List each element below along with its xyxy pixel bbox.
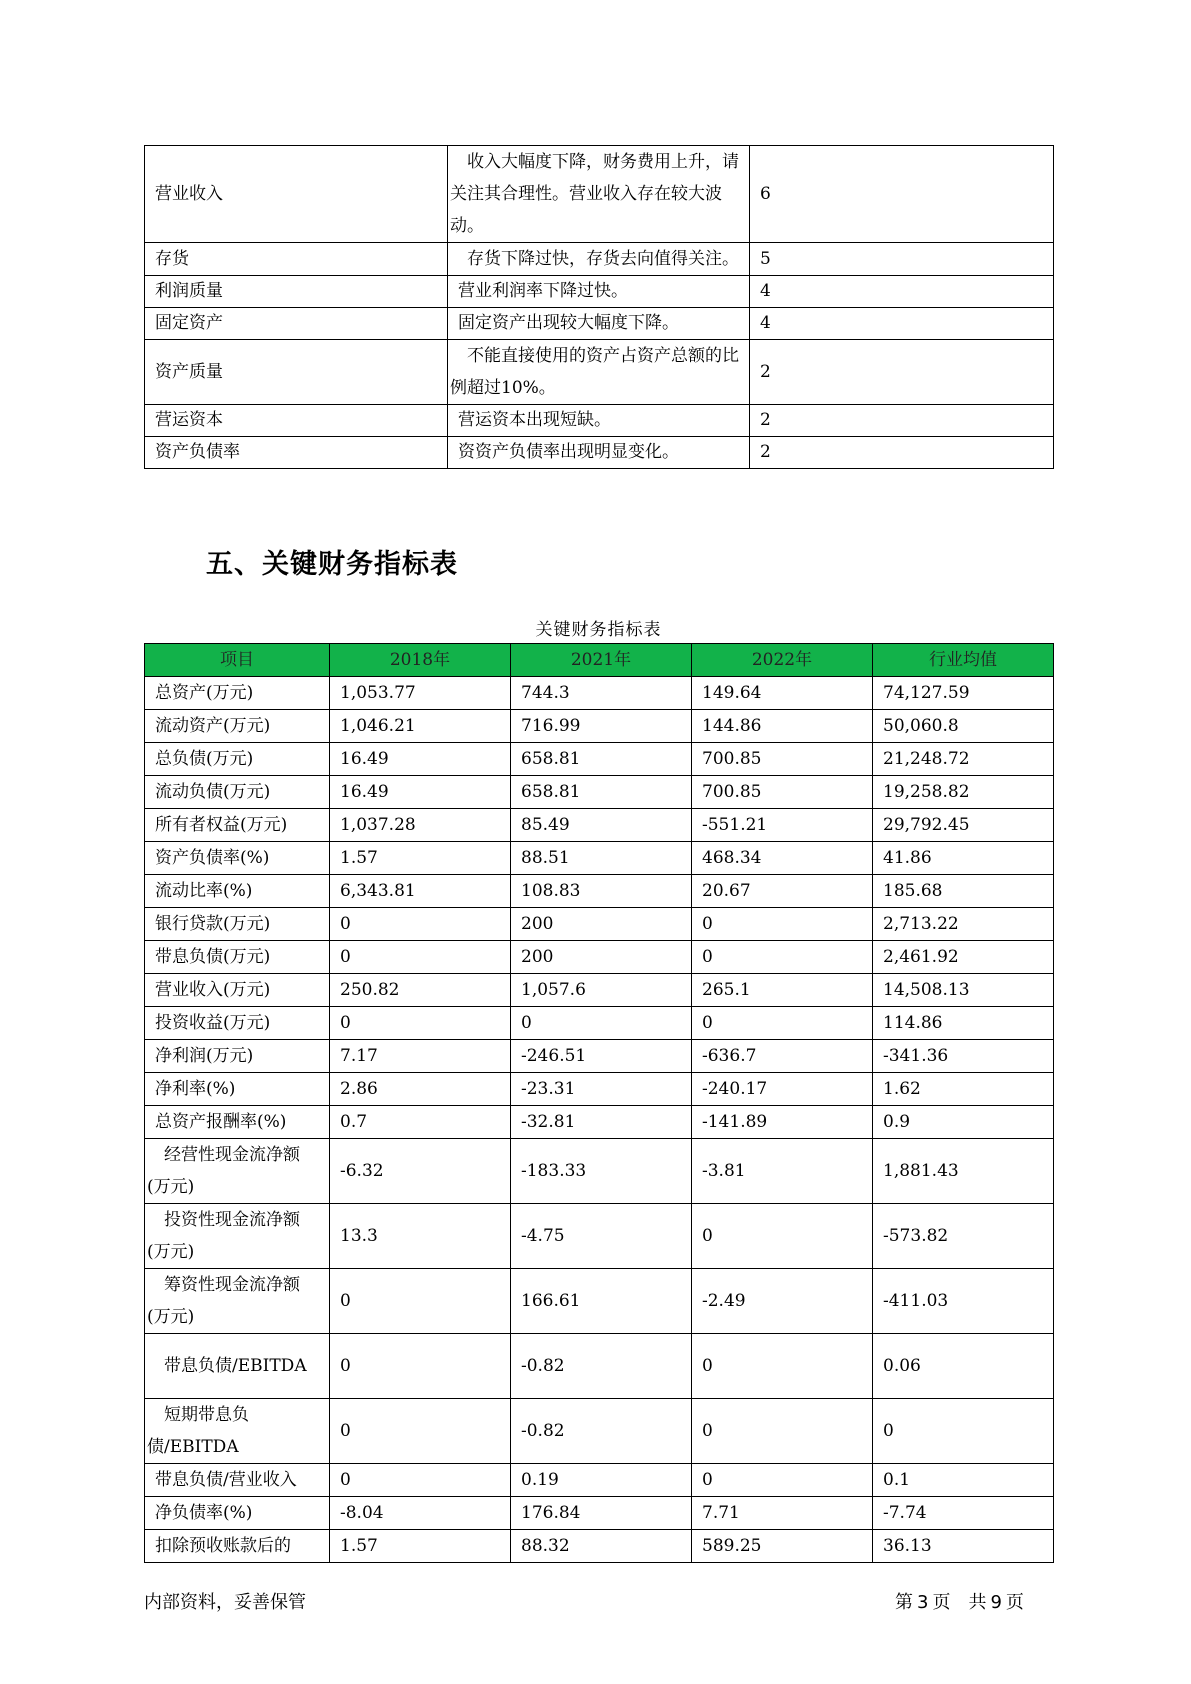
risk-item-cell: 营运资本 [145, 405, 448, 437]
risk-table-body [145, 146, 1054, 469]
cell-2021: 0 [511, 1007, 692, 1040]
cell-2022: 0 [692, 1399, 873, 1464]
cell-2018: 16.49 [330, 743, 511, 776]
table-row [145, 1204, 1054, 1269]
table-row [145, 1106, 1054, 1139]
cell-industry-avg: 21,248.72 [873, 743, 1054, 776]
cell-2021: 88.51 [511, 842, 692, 875]
cell-2022: -240.17 [692, 1073, 873, 1106]
cell-industry-avg: 1.62 [873, 1073, 1054, 1106]
cell-2022: 149.64 [692, 677, 873, 710]
cell-item: 流动资产(万元) [145, 710, 330, 743]
cell-2021: -23.31 [511, 1073, 692, 1106]
header-cell-item: 项目 [145, 644, 330, 677]
cell-industry-avg: 74,127.59 [873, 677, 1054, 710]
risk-item-cell: 固定资产 [145, 308, 448, 340]
risk-row [145, 243, 1054, 276]
cell-2021: 166.61 [511, 1269, 692, 1334]
cell-2018: 2.86 [330, 1073, 511, 1106]
cell-industry-avg: 0.06 [873, 1334, 1054, 1399]
cell-2021: 200 [511, 908, 692, 941]
risk-row [145, 340, 1054, 405]
table-row [145, 1334, 1054, 1399]
page-suffix: 页 [1005, 1592, 1024, 1613]
table-row [145, 710, 1054, 743]
cell-2018: 1,037.28 [330, 809, 511, 842]
header-cell-2021: 2021年 [511, 644, 692, 677]
cell-2022: 0 [692, 908, 873, 941]
table-row [145, 809, 1054, 842]
cell-2022: 700.85 [692, 776, 873, 809]
cell-2021: -0.82 [511, 1399, 692, 1464]
cell-industry-avg: 0.9 [873, 1106, 1054, 1139]
cell-industry-avg: 114.86 [873, 1007, 1054, 1040]
cell-2021: 1,057.6 [511, 974, 692, 1007]
cell-industry-avg: 2,461.92 [873, 941, 1054, 974]
risk-score-cell: 2 [750, 437, 1054, 469]
cell-2021: 200 [511, 941, 692, 974]
risk-description-cell: 不能直接使用的资产占资产总额的比例超过10%。 [448, 340, 750, 405]
cell-2021: 85.49 [511, 809, 692, 842]
cell-item: 筹资性现金流净额(万元) [145, 1269, 330, 1334]
cell-2022: 700.85 [692, 743, 873, 776]
risk-row [145, 146, 1054, 243]
risk-item-cell: 利润质量 [145, 276, 448, 308]
risk-item-cell: 存货 [145, 243, 448, 276]
cell-item: 投资收益(万元) [145, 1007, 330, 1040]
footer-confidential-note: 内部资料，妥善保管 [144, 1592, 306, 1613]
risk-row [145, 405, 1054, 437]
cell-industry-avg: 19,258.82 [873, 776, 1054, 809]
risk-description-cell: 营业利润率下降过快。 [448, 276, 750, 308]
table-row [145, 842, 1054, 875]
cell-item: 总资产报酬率(%) [145, 1106, 330, 1139]
cell-2022: -2.49 [692, 1269, 873, 1334]
cell-2022: 7.71 [692, 1497, 873, 1530]
cell-industry-avg: 50,060.8 [873, 710, 1054, 743]
cell-item: 净负债率(%) [145, 1497, 330, 1530]
cell-2022: 0 [692, 941, 873, 974]
cell-2021: -32.81 [511, 1106, 692, 1139]
cell-2018: 0 [330, 1269, 511, 1334]
cell-2018: 1,053.77 [330, 677, 511, 710]
cell-2018: 1.57 [330, 842, 511, 875]
cell-industry-avg: 0.1 [873, 1464, 1054, 1497]
cell-2018: 1.57 [330, 1530, 511, 1563]
table-row [145, 1464, 1054, 1497]
cell-2022: -636.7 [692, 1040, 873, 1073]
cell-industry-avg: 14,508.13 [873, 974, 1054, 1007]
cell-2022: 0 [692, 1204, 873, 1269]
cell-2018: 250.82 [330, 974, 511, 1007]
table-row [145, 1399, 1054, 1464]
header-row [145, 644, 1054, 677]
cell-item: 流动比率(%) [145, 875, 330, 908]
cell-industry-avg: 185.68 [873, 875, 1054, 908]
financial-table-body [145, 677, 1054, 1563]
cell-2018: 0 [330, 1464, 511, 1497]
cell-item: 流动负债(万元) [145, 776, 330, 809]
cell-item: 总资产(万元) [145, 677, 330, 710]
cell-2021: -183.33 [511, 1139, 692, 1204]
cell-industry-avg: 0 [873, 1399, 1054, 1464]
cell-industry-avg: -7.74 [873, 1497, 1054, 1530]
risk-description-cell: 资资产负债率出现明显变化。 [448, 437, 750, 469]
cell-industry-avg: -573.82 [873, 1204, 1054, 1269]
cell-2018: 13.3 [330, 1204, 511, 1269]
risk-item-cell: 资产质量 [145, 340, 448, 405]
risk-description-cell: 存货下降过快，存货去向值得关注。 [448, 243, 750, 276]
cell-industry-avg: -341.36 [873, 1040, 1054, 1073]
table-row [145, 677, 1054, 710]
cell-industry-avg: 2,713.22 [873, 908, 1054, 941]
table-row [145, 776, 1054, 809]
cell-item: 净利润(万元) [145, 1040, 330, 1073]
header-cell-2022: 2022年 [692, 644, 873, 677]
risk-score-cell: 4 [750, 308, 1054, 340]
table-row [145, 875, 1054, 908]
cell-2021: 88.32 [511, 1530, 692, 1563]
risk-description-cell: 固定资产出现较大幅度下降。 [448, 308, 750, 340]
cell-item: 净利率(%) [145, 1073, 330, 1106]
header-cell-2018: 2018年 [330, 644, 511, 677]
cell-2018: 0.7 [330, 1106, 511, 1139]
table-row [145, 1497, 1054, 1530]
cell-2022: 0 [692, 1007, 873, 1040]
cell-item: 所有者权益(万元) [145, 809, 330, 842]
cell-item: 短期带息负债/EBITDA [145, 1399, 330, 1464]
risk-description-cell: 营运资本出现短缺。 [448, 405, 750, 437]
risk-score-cell: 5 [750, 243, 1054, 276]
cell-item: 投资性现金流净额(万元) [145, 1204, 330, 1269]
cell-industry-avg: 41.86 [873, 842, 1054, 875]
cell-2018: -8.04 [330, 1497, 511, 1530]
risk-table [144, 145, 1054, 469]
table-row [145, 1040, 1054, 1073]
cell-item: 总负债(万元) [145, 743, 330, 776]
cell-industry-avg: 36.13 [873, 1530, 1054, 1563]
financial-indicators-table [144, 643, 1054, 1563]
risk-description-cell: 收入大幅度下降，财务费用上升，请关注其合理性。营业收入存在较大波动。 [448, 146, 750, 243]
cell-2022: 0 [692, 1334, 873, 1399]
cell-2022: 589.25 [692, 1530, 873, 1563]
cell-2021: -0.82 [511, 1334, 692, 1399]
cell-2018: 0 [330, 1334, 511, 1399]
cell-2021: 658.81 [511, 743, 692, 776]
section-heading: 五、关键财务指标表 [206, 549, 458, 580]
cell-item: 带息负债/EBITDA [145, 1334, 330, 1399]
risk-row [145, 308, 1054, 340]
risk-row [145, 276, 1054, 308]
table-caption: 关键财务指标表 [535, 620, 662, 640]
cell-2022: 265.1 [692, 974, 873, 1007]
cell-item: 银行贷款(万元) [145, 908, 330, 941]
cell-2018: 0 [330, 941, 511, 974]
cell-item: 带息负债/营业收入 [145, 1464, 330, 1497]
cell-2021: 716.99 [511, 710, 692, 743]
cell-item: 扣除预收账款后的 [145, 1530, 330, 1563]
cell-2021: 744.3 [511, 677, 692, 710]
cell-2021: 658.81 [511, 776, 692, 809]
page-mid: 页 共 [932, 1592, 987, 1613]
table-row [145, 1073, 1054, 1106]
page-total: 9 [990, 1592, 1002, 1613]
cell-2018: 16.49 [330, 776, 511, 809]
risk-item-cell: 营业收入 [145, 146, 448, 243]
cell-industry-avg: 1,881.43 [873, 1139, 1054, 1204]
cell-industry-avg: 29,792.45 [873, 809, 1054, 842]
cell-2018: 7.17 [330, 1040, 511, 1073]
cell-2022: -3.81 [692, 1139, 873, 1204]
table-row [145, 1530, 1054, 1563]
cell-2022: -551.21 [692, 809, 873, 842]
cell-2022: 20.67 [692, 875, 873, 908]
risk-score-cell: 2 [750, 405, 1054, 437]
cell-2022: 0 [692, 1464, 873, 1497]
cell-2021: 0.19 [511, 1464, 692, 1497]
cell-2022: 144.86 [692, 710, 873, 743]
risk-item-cell: 资产负债率 [145, 437, 448, 469]
cell-2022: 468.34 [692, 842, 873, 875]
risk-score-cell: 4 [750, 276, 1054, 308]
risk-score-cell: 6 [750, 146, 1054, 243]
cell-2022: -141.89 [692, 1106, 873, 1139]
cell-2018: 0 [330, 1007, 511, 1040]
cell-item: 带息负债(万元) [145, 941, 330, 974]
page-prefix: 第 [895, 1592, 913, 1613]
cell-2021: 176.84 [511, 1497, 692, 1530]
table-row [145, 1007, 1054, 1040]
cell-2018: 1,046.21 [330, 710, 511, 743]
table-header [145, 644, 1054, 677]
table-row [145, 974, 1054, 1007]
cell-2018: 6,343.81 [330, 875, 511, 908]
table-row [145, 1139, 1054, 1204]
cell-2021: -246.51 [511, 1040, 692, 1073]
cell-item: 资产负债率(%) [145, 842, 330, 875]
cell-item: 经营性现金流净额(万元) [145, 1139, 330, 1204]
risk-row [145, 437, 1054, 469]
page-current: 3 [917, 1592, 929, 1613]
cell-2018: 0 [330, 908, 511, 941]
cell-2018: -6.32 [330, 1139, 511, 1204]
table-row [145, 1269, 1054, 1334]
header-cell-industry-avg: 行业均值 [873, 644, 1054, 677]
cell-industry-avg: -411.03 [873, 1269, 1054, 1334]
table-row [145, 908, 1054, 941]
cell-2018: 0 [330, 1399, 511, 1464]
table-row [145, 743, 1054, 776]
cell-item: 营业收入(万元) [145, 974, 330, 1007]
footer-page-number [893, 1588, 1026, 1614]
cell-2021: 108.83 [511, 875, 692, 908]
table-row [145, 941, 1054, 974]
risk-score-cell: 2 [750, 340, 1054, 405]
cell-2021: -4.75 [511, 1204, 692, 1269]
